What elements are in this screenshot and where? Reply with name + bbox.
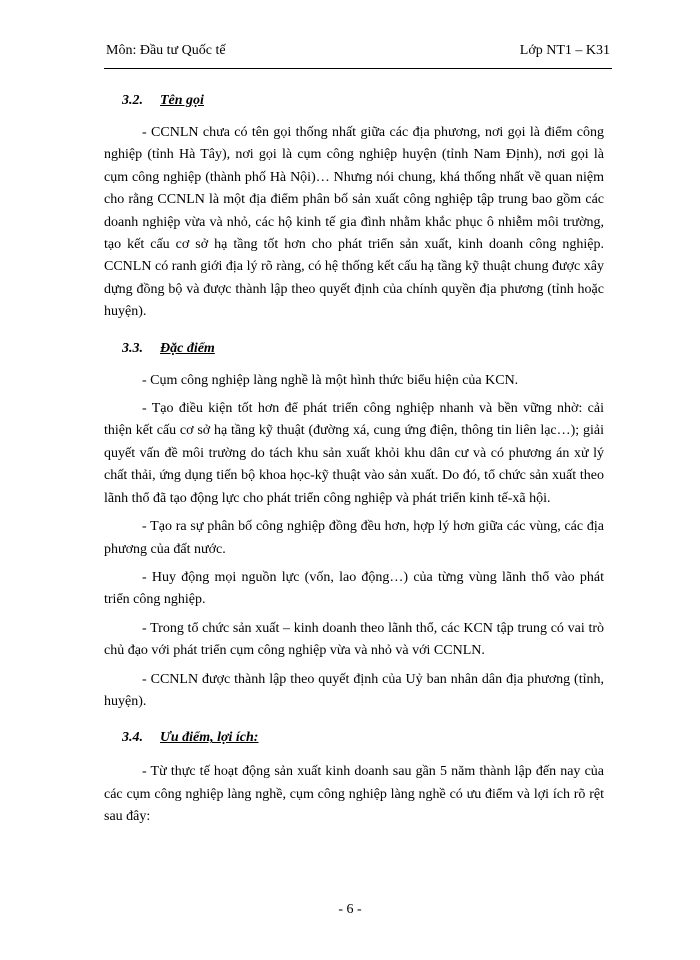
paragraph: - Tạo điều kiện tốt hơn để phát triển công nghiệp nhanh và bền vững nhờ: cải thiện kết cấu cơ sở hạ tầng kỹ thuật (đường xá, cung ứng điện, thông tin liên lạc…); giải quyết vấn đề môi trường do tách khu sản xuất khỏi khu dân cư và có phương án xử lý chất thải, ứng dụng tiến bộ khoa học-kỹ thuật vào sản xuất. Do đó, tổ chức sản xuất theo lãnh thổ đã tạo động lực cho phát triển công nghiệp và phát triển kinh tế-xã hội. — [104, 401, 604, 506]
page-content — [104, 86, 604, 829]
paragraph: - Từ thực tế hoạt động sản xuất kinh doanh sau gần 5 năm thành lập đến nay của các cụm công nghiệp làng nghề, cụm công nghiệp làng nghề có ưu điểm và lợi ích rõ rệt sau đây: — [104, 764, 604, 825]
section-heading-3-4 — [104, 727, 604, 749]
section-title: Ưu điểm, lợi ích: — [160, 730, 259, 746]
paragraph: - Huy động mọi nguồn lực (vốn, lao động…) của từng vùng lãnh thổ vào phát triển công nghiệp. — [104, 569, 604, 608]
paragraph: - CCNLN được thành lập theo quyết định của Uỷ ban nhân dân địa phương (tỉnh, huyện). — [104, 671, 604, 709]
section-number: 3.2. — [122, 93, 143, 108]
section-number: 3.3. — [122, 340, 143, 356]
paragraph: - Cụm công nghiệp làng nghề là một hình thức biểu hiện của KCN. — [142, 372, 519, 388]
paragraph: - Trong tổ chức sản xuất – kinh doanh theo lãnh thổ, các KCN tập trung có vai trò chủ đạo với phát triển cụm công nghiệp vừa và nhỏ và với CCNLN. — [104, 620, 604, 659]
section-heading-3-2 — [104, 90, 604, 112]
header-class: Lớp NT1 – K31 — [519, 43, 610, 58]
section-heading-3-3 — [104, 338, 604, 360]
section-title: Tên gọi — [160, 93, 204, 108]
page-header — [106, 43, 610, 65]
header-divider — [104, 68, 612, 69]
header-subject: Môn: Đầu tư Quốc tế — [106, 43, 226, 58]
section-number: 3.4. — [122, 730, 143, 746]
page-number: - 6 - — [338, 902, 362, 917]
paragraph: - CCNLN chưa có tên gọi thống nhất giữa các địa phương, nơi gọi là điểm công nghiệp (tỉnh Hà Tây), nơi gọi là cụm công nghiệp huyện (tỉnh Nam Định), nơi gọi là cụm công nghiệp (thành phố Hà Nội)… Nhưng nói chung, khá thống nhất về quan niệm cho rằng CCNLN là một địa điểm phân bố sản xuất công nghiệp tập trung bao gồm các doanh nghiệp vừa và nhỏ, các hộ kinh tế gia đình nhằm khắc phục ô nhiễm môi trường, tạo kết cấu cơ sở hạ tầng tốt hơn cho phát triển sản xuất, kinh doanh công nghiệp. CCNLN có ranh giới địa lý rõ ràng, có hệ thống kết cấu hạ tầng kỹ thuật chung được xây dựng đồng bộ và được thành lập theo quyết định của chính quyền địa phương (tỉnh hoặc huyện). — [104, 125, 604, 320]
section-title: Đặc điểm — [160, 340, 215, 356]
paragraph: - Tạo ra sự phân bố công nghiệp đồng đều hơn, hợp lý hơn giữa các vùng, các địa phương của đất nước. — [104, 519, 604, 557]
